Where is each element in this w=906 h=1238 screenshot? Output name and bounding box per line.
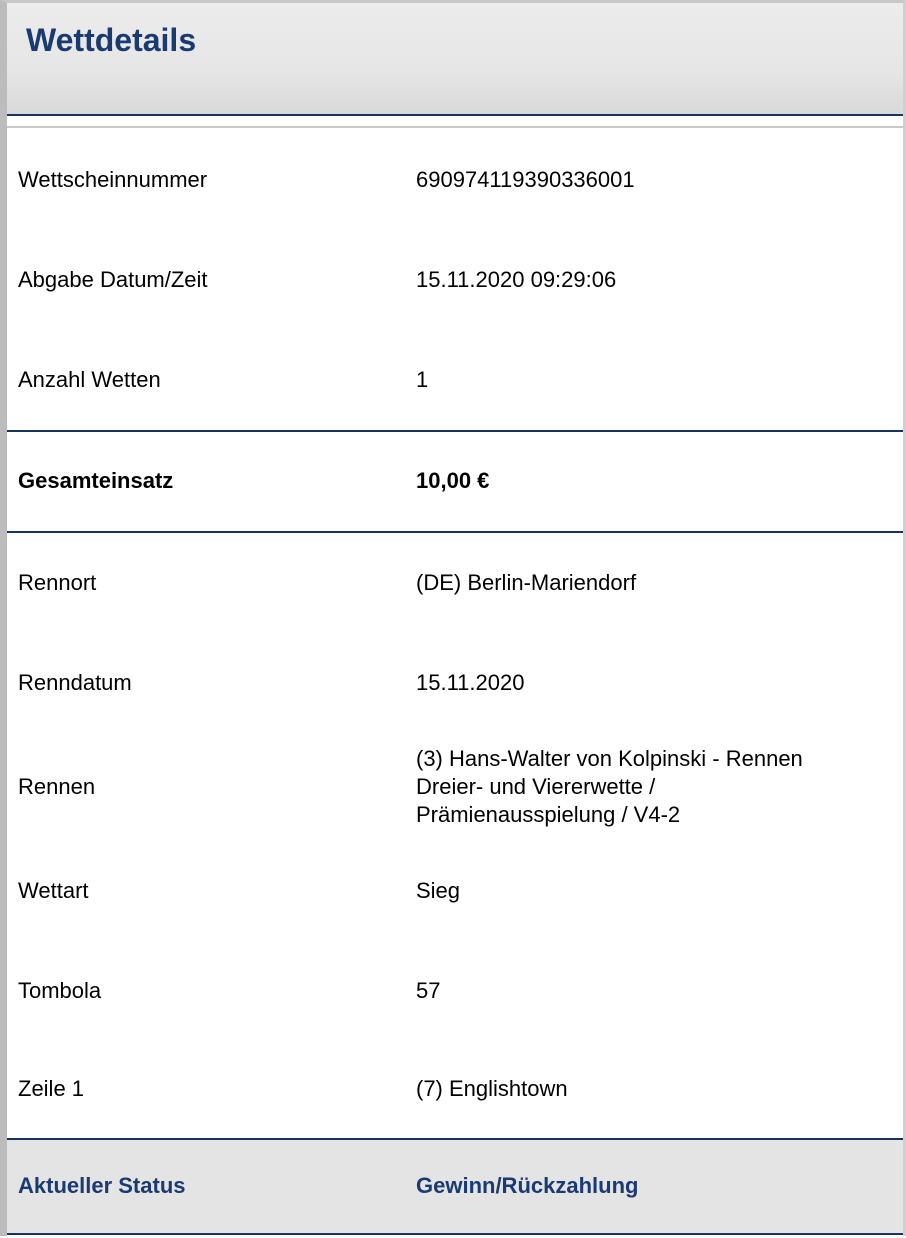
page-title: Wettdetails — [26, 22, 197, 58]
total-stake-label: Gesamteinsatz — [18, 468, 174, 493]
bet-details-panel — [7, 126, 903, 1238]
race-date-value: 15.11.2020 — [416, 670, 525, 695]
race-date-label: Renndatum — [18, 670, 132, 695]
venue-label: Rennort — [18, 570, 97, 595]
bet-count-label: Anzahl Wetten — [18, 367, 161, 392]
venue-value: (DE) Berlin-Mariendorf — [416, 570, 637, 595]
total-stake-value: 10,00 € — [416, 468, 490, 493]
race-value-line: (3) Hans-Walter von Kolpinski - Rennen — [416, 746, 803, 771]
section-divider — [7, 531, 903, 533]
win-refund-link[interactable]: Gewinn/Rückzahlung — [416, 1173, 639, 1198]
ticket-number-label: Wettscheinnummer — [18, 167, 208, 192]
line-1-label: Zeile 1 — [18, 1076, 85, 1101]
race-label: Rennen — [18, 774, 96, 799]
race-value-line: Prämienausspielung / V4-2 — [416, 802, 681, 827]
submission-datetime-label: Abgabe Datum/Zeit — [18, 267, 208, 292]
bet-type-value: Sieg — [416, 878, 461, 903]
status-bar — [7, 1138, 903, 1235]
race-value — [416, 745, 886, 829]
tombola-value: 57 — [416, 978, 441, 1003]
section-divider — [7, 430, 903, 432]
header-bar — [7, 3, 903, 116]
current-status-label: Aktueller Status — [18, 1173, 186, 1198]
bet-type-label: Wettart — [18, 878, 89, 903]
bet-count-value: 1 — [416, 367, 429, 392]
tombola-label: Tombola — [18, 978, 102, 1003]
ticket-number-value: 690974119390336001 — [416, 167, 635, 192]
race-value-line: Dreier- und Viererwette / — [416, 774, 656, 799]
submission-datetime-value: 15.11.2020 09:29:06 — [416, 267, 617, 292]
line-1-value: (7) Englishtown — [416, 1076, 568, 1101]
